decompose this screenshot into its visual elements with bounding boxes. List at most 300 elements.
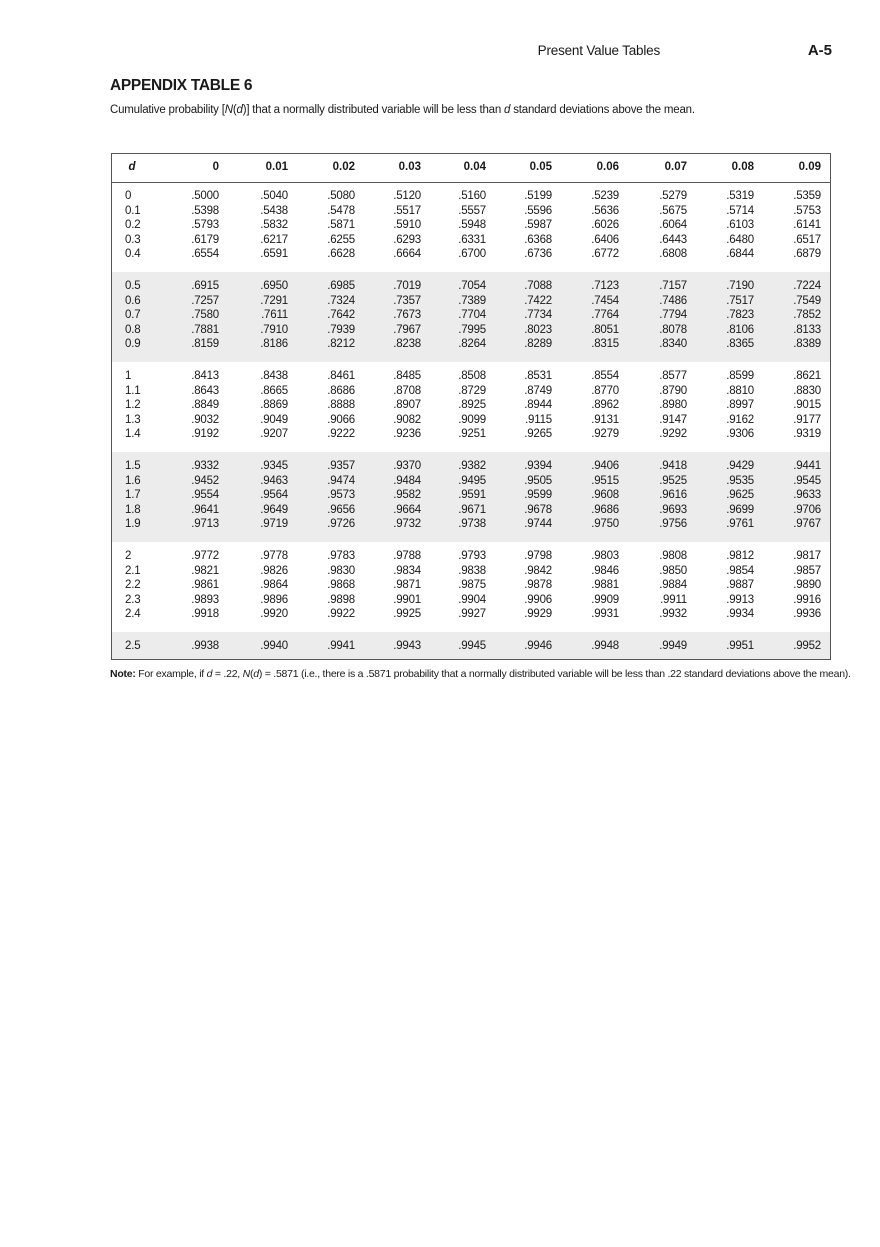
probability-cell: .9767: [793, 518, 821, 531]
probability-cell: .6103: [726, 219, 754, 232]
probability-cell: .8621: [793, 370, 821, 382]
probability-cell: .8810: [726, 384, 754, 397]
probability-cell: .9934: [726, 608, 754, 621]
probability-cell: .6255: [327, 233, 355, 246]
probability-cell: .8599: [726, 370, 754, 382]
page-title: APPENDIX TABLE 6: [110, 77, 253, 94]
probability-cell: .9898: [327, 593, 355, 606]
table-row: [112, 413, 830, 428]
note-d-symbol: d: [206, 668, 213, 680]
probability-cell: .5040: [260, 190, 288, 202]
probability-cell: .8830: [793, 384, 821, 397]
probability-cell: .7157: [659, 280, 687, 292]
table-row: [112, 218, 830, 233]
probability-cell: .9788: [393, 550, 421, 562]
row-d-value: 0.1: [125, 204, 141, 217]
note-text: (: [249, 668, 254, 680]
probability-cell: .7910: [260, 323, 288, 336]
probability-cell: .9582: [393, 489, 421, 502]
probability-cell: .9861: [191, 579, 219, 592]
probability-cell: .7764: [591, 309, 619, 322]
row-d-value: 2.3: [125, 593, 141, 606]
probability-cell: .9452: [191, 474, 219, 487]
table-row: [112, 427, 830, 442]
probability-cell: .9484: [393, 474, 421, 487]
probability-cell: .8159: [191, 338, 219, 351]
probability-cell: .9808: [659, 550, 687, 562]
probability-cell: .9949: [659, 640, 687, 652]
table-row: [112, 369, 830, 384]
row-d-value: 1.1: [125, 384, 141, 397]
probability-cell: .6368: [524, 233, 552, 246]
probability-cell: .9418: [659, 460, 687, 472]
probability-cell: .6772: [591, 248, 619, 261]
table-row-group: [112, 182, 830, 272]
probability-cell: .9686: [591, 503, 619, 516]
probability-cell: .7611: [261, 309, 288, 322]
probability-cell: .7054: [458, 280, 486, 292]
probability-cell: .9871: [393, 579, 421, 592]
probability-cell: .5832: [260, 219, 288, 232]
probability-cell: .9927: [458, 608, 486, 621]
probability-cell: .9719: [260, 518, 288, 531]
probability-cell: .9265: [524, 428, 552, 441]
note-label: Note:: [110, 668, 136, 680]
probability-cell: .9932: [659, 608, 687, 621]
table-row: [112, 398, 830, 413]
probability-cell: .6628: [327, 248, 355, 261]
table-row: [112, 459, 830, 474]
table-row-group: [112, 272, 830, 362]
probability-cell: .8133: [793, 323, 821, 336]
probability-cell: .9236: [393, 428, 421, 441]
probability-cell: .8997: [726, 399, 754, 412]
probability-cell: .8531: [524, 370, 552, 382]
probability-cell: .9940: [260, 640, 288, 652]
probability-cell: .9664: [393, 503, 421, 516]
row-d-value: 2: [125, 550, 132, 562]
header-col-5: 0.04: [463, 161, 486, 173]
probability-cell: .8212: [327, 338, 355, 351]
probability-cell: .9192: [191, 428, 219, 441]
table-row: [112, 384, 830, 399]
probability-cell: .5714: [726, 204, 754, 217]
table-row: [112, 607, 830, 622]
header-col-6: 0.05: [529, 161, 552, 173]
probability-cell: .9922: [327, 608, 355, 621]
probability-cell: .9357: [327, 460, 355, 472]
probability-cell: .7422: [524, 294, 552, 307]
probability-cell: .6879: [793, 248, 821, 261]
probability-cell: .6179: [191, 233, 219, 246]
probability-cell: .6844: [726, 248, 754, 261]
probability-cell: .8389: [793, 338, 821, 351]
row-d-value: 0.5: [125, 280, 141, 292]
probability-cell: .7190: [726, 280, 754, 292]
row-d-value: 2.1: [125, 564, 141, 577]
probability-cell: .5319: [726, 190, 754, 202]
probability-cell: .9656: [327, 503, 355, 516]
probability-cell: .9826: [260, 564, 288, 577]
probability-cell: .6480: [726, 233, 754, 246]
probability-cell: .7357: [393, 294, 421, 307]
probability-cell: .9015: [793, 399, 821, 412]
probability-cell: .9515: [591, 474, 619, 487]
row-d-value: 2.5: [125, 640, 141, 652]
probability-cell: .9162: [726, 413, 754, 426]
probability-cell: .9881: [591, 579, 619, 592]
probability-cell: .8888: [327, 399, 355, 412]
probability-cell: .7823: [726, 309, 754, 322]
probability-cell: .9793: [458, 550, 486, 562]
probability-cell: .9916: [793, 593, 821, 606]
probability-cell: .5987: [524, 219, 552, 232]
probability-cell: .8413: [191, 370, 219, 382]
probability-cell: .9884: [659, 579, 687, 592]
probability-cell: .6808: [659, 248, 687, 261]
probability-cell: .9941: [327, 640, 355, 652]
probability-cell: .5438: [260, 204, 288, 217]
probability-cell: .8023: [524, 323, 552, 336]
probability-cell: .9948: [591, 640, 619, 652]
table-row: [112, 564, 830, 579]
probability-cell: .9463: [260, 474, 288, 487]
probability-cell: .9783: [327, 550, 355, 562]
row-d-value: 0.6: [125, 294, 141, 307]
probability-cell: .9931: [591, 608, 619, 621]
probability-cell: .9616: [659, 489, 687, 502]
probability-cell: .9750: [591, 518, 619, 531]
caption-text: (: [232, 104, 237, 116]
probability-cell: .7549: [793, 294, 821, 307]
probability-cell: .9868: [327, 579, 355, 592]
probability-cell: .8554: [591, 370, 619, 382]
table-row: [112, 639, 830, 654]
probability-cell: .9495: [458, 474, 486, 487]
header-col-10: 0.09: [798, 161, 821, 173]
probability-cell: .7257: [191, 294, 219, 307]
probability-cell: .9554: [191, 489, 219, 502]
row-d-value: 1.2: [125, 399, 141, 412]
probability-cell: .8186: [260, 338, 288, 351]
probability-cell: .7389: [458, 294, 486, 307]
probability-cell: .9306: [726, 428, 754, 441]
table-row: [112, 517, 830, 532]
probability-cell: .8749: [524, 384, 552, 397]
header-col-9: 0.08: [731, 161, 754, 173]
header-col-8: 0.07: [664, 161, 687, 173]
probability-cell: .7517: [726, 294, 754, 307]
probability-cell: .9505: [524, 474, 552, 487]
probability-cell: .9732: [393, 518, 421, 531]
probability-cell: .9911: [660, 593, 687, 606]
table-header-row: [112, 154, 830, 183]
probability-cell: .5279: [659, 190, 687, 202]
probability-cell: .9857: [793, 564, 821, 577]
probability-cell: .9904: [458, 593, 486, 606]
probability-cell: .9545: [793, 474, 821, 487]
probability-cell: .9890: [793, 579, 821, 592]
probability-cell: .7704: [458, 309, 486, 322]
table-row-group: [112, 542, 830, 632]
probability-cell: .5359: [793, 190, 821, 202]
probability-cell: .7019: [393, 280, 421, 292]
table-row: [112, 578, 830, 593]
probability-cell: .8729: [458, 384, 486, 397]
probability-cell: .9778: [260, 550, 288, 562]
probability-cell: .9726: [327, 518, 355, 531]
probability-cell: .7967: [393, 323, 421, 336]
probability-cell: .5793: [191, 219, 219, 232]
table-note: [110, 668, 851, 680]
probability-cell: .7939: [327, 323, 355, 336]
probability-cell: .9599: [524, 489, 552, 502]
caption-d-symbol: d: [504, 104, 511, 116]
probability-cell: .9945: [458, 640, 486, 652]
probability-cell: .6915: [191, 280, 219, 292]
row-d-value: 2.2: [125, 579, 141, 592]
probability-cell: .9292: [659, 428, 687, 441]
row-d-value: 0.9: [125, 338, 141, 351]
probability-cell: .9608: [591, 489, 619, 502]
probability-cell: .5478: [327, 204, 355, 217]
probability-cell: .8438: [260, 370, 288, 382]
probability-cell: .8078: [659, 323, 687, 336]
probability-cell: .9370: [393, 460, 421, 472]
probability-cell: .9838: [458, 564, 486, 577]
probability-cell: .6406: [591, 233, 619, 246]
row-d-value: 1.8: [125, 503, 141, 516]
table-row: [112, 204, 830, 219]
probability-cell: .7580: [191, 309, 219, 322]
probability-cell: .9564: [260, 489, 288, 502]
probability-cell: .9625: [726, 489, 754, 502]
probability-cell: .9772: [191, 550, 219, 562]
table-row: [112, 593, 830, 608]
probability-cell: .9474: [327, 474, 355, 487]
probability-cell: .5557: [458, 204, 486, 217]
header-col-2: 0.01: [265, 161, 288, 173]
probability-cell: .6064: [659, 219, 687, 232]
probability-cell: .9901: [393, 593, 421, 606]
probability-cell: .6700: [458, 248, 486, 261]
probability-cell: .9441: [793, 460, 821, 472]
probability-cell: .5871: [327, 219, 355, 232]
probability-cell: .9382: [458, 460, 486, 472]
row-d-value: 2.4: [125, 608, 141, 621]
probability-cell: .8485: [393, 370, 421, 382]
probability-cell: .9756: [659, 518, 687, 531]
probability-cell: .7734: [524, 309, 552, 322]
probability-cell: .9929: [524, 608, 552, 621]
probability-cell: .9693: [659, 503, 687, 516]
note-text: = .22,: [212, 668, 243, 680]
table-caption: [110, 104, 695, 116]
row-d-value: 1.7: [125, 489, 141, 502]
table-row: [112, 323, 830, 338]
probability-cell: .8907: [393, 399, 421, 412]
probability-cell: .9925: [393, 608, 421, 621]
table-row: [112, 189, 830, 204]
row-d-value: 1.6: [125, 474, 141, 487]
probability-cell: .7324: [327, 294, 355, 307]
probability-cell: .9082: [393, 413, 421, 426]
probability-cell: .9854: [726, 564, 754, 577]
probability-cell: .9906: [524, 593, 552, 606]
probability-cell: .9115: [525, 413, 552, 426]
normal-distribution-table: [111, 153, 831, 660]
row-d-value: 1.3: [125, 413, 141, 426]
caption-text: Cumulative probability [: [110, 104, 225, 116]
table-row: [112, 247, 830, 262]
probability-cell: .9279: [591, 428, 619, 441]
probability-cell: .9049: [260, 413, 288, 426]
probability-cell: .6293: [393, 233, 421, 246]
probability-cell: .9699: [726, 503, 754, 516]
page-number: A-5: [807, 42, 832, 59]
probability-cell: .7642: [327, 309, 355, 322]
probability-cell: .9032: [191, 413, 219, 426]
probability-cell: .9641: [191, 503, 219, 516]
table-row: [112, 294, 830, 309]
probability-cell: .7454: [591, 294, 619, 307]
caption-text: )] that a normally distributed variable will be less than: [242, 104, 505, 116]
probability-cell: .7486: [659, 294, 687, 307]
probability-cell: .6443: [659, 233, 687, 246]
probability-cell: .8340: [659, 338, 687, 351]
probability-cell: .6950: [260, 280, 288, 292]
probability-cell: .9875: [458, 579, 486, 592]
probability-cell: .8264: [458, 338, 486, 351]
probability-cell: .8643: [191, 384, 219, 397]
probability-cell: .9761: [726, 518, 754, 531]
probability-cell: .8708: [393, 384, 421, 397]
table-row: [112, 503, 830, 518]
probability-cell: .6026: [591, 219, 619, 232]
probability-cell: .9846: [591, 564, 619, 577]
probability-cell: .7881: [191, 323, 219, 336]
probability-cell: .9798: [524, 550, 552, 562]
probability-cell: .9706: [793, 503, 821, 516]
probability-cell: .9893: [191, 593, 219, 606]
note-text: For example, if: [135, 668, 207, 680]
probability-cell: .9952: [793, 640, 821, 652]
probability-cell: .8051: [591, 323, 619, 336]
table-row: [112, 488, 830, 503]
probability-cell: .8238: [393, 338, 421, 351]
probability-cell: .6517: [793, 233, 821, 246]
table-row: [112, 337, 830, 352]
table-row-group: [112, 452, 830, 542]
probability-cell: .8461: [327, 370, 355, 382]
table-row: [112, 279, 830, 294]
probability-cell: .8770: [591, 384, 619, 397]
probability-cell: .7291: [260, 294, 288, 307]
probability-cell: .5517: [393, 204, 421, 217]
header-col-7: 0.06: [596, 161, 619, 173]
probability-cell: .5910: [393, 219, 421, 232]
probability-cell: .7995: [458, 323, 486, 336]
probability-cell: .9821: [191, 564, 219, 577]
probability-cell: .6664: [393, 248, 421, 261]
probability-cell: .9251: [458, 428, 486, 441]
probability-cell: .9920: [260, 608, 288, 621]
probability-cell: .5199: [524, 190, 552, 202]
caption-text: standard deviations above the mean.: [510, 104, 695, 116]
probability-cell: .6141: [793, 219, 821, 232]
probability-cell: .9678: [524, 503, 552, 516]
table-row: [112, 233, 830, 248]
running-head-section: Present Value Tables: [537, 43, 660, 58]
header-col-1: 0: [212, 161, 219, 173]
probability-cell: .9649: [260, 503, 288, 516]
probability-cell: .9066: [327, 413, 355, 426]
probability-cell: .9406: [591, 460, 619, 472]
probability-cell: .9535: [726, 474, 754, 487]
probability-cell: .9946: [524, 640, 552, 652]
probability-cell: .8315: [591, 338, 619, 351]
probability-cell: .7088: [524, 280, 552, 292]
probability-cell: .9909: [591, 593, 619, 606]
probability-cell: .9591: [458, 489, 486, 502]
probability-cell: .6217: [260, 233, 288, 246]
probability-cell: .6331: [458, 233, 486, 246]
probability-cell: .9633: [793, 489, 821, 502]
row-d-value: 0.7: [125, 309, 141, 322]
probability-cell: .8962: [591, 399, 619, 412]
table-row: [112, 474, 830, 489]
row-d-value: 0: [125, 190, 132, 202]
probability-cell: .5239: [591, 190, 619, 202]
probability-cell: .9834: [393, 564, 421, 577]
probability-cell: .7673: [393, 309, 421, 322]
probability-cell: .9713: [191, 518, 219, 531]
probability-cell: .5080: [327, 190, 355, 202]
row-d-value: 1.5: [125, 460, 141, 472]
probability-cell: .8980: [659, 399, 687, 412]
probability-cell: .7123: [591, 280, 619, 292]
probability-cell: .9222: [327, 428, 355, 441]
probability-cell: .9878: [524, 579, 552, 592]
probability-cell: .9671: [458, 503, 486, 516]
probability-cell: .9573: [327, 489, 355, 502]
probability-cell: .5000: [191, 190, 219, 202]
header-d: d: [128, 161, 136, 173]
probability-cell: .9332: [191, 460, 219, 472]
probability-cell: .9099: [458, 413, 486, 426]
table-row: [112, 308, 830, 323]
probability-cell: .8925: [458, 399, 486, 412]
probability-cell: .9864: [260, 579, 288, 592]
probability-cell: .5596: [524, 204, 552, 217]
probability-cell: .9394: [524, 460, 552, 472]
probability-cell: .8869: [260, 399, 288, 412]
probability-cell: .9147: [659, 413, 687, 426]
probability-cell: .8849: [191, 399, 219, 412]
probability-cell: .8686: [327, 384, 355, 397]
probability-cell: .9131: [591, 413, 619, 426]
row-d-value: 1: [125, 370, 132, 382]
probability-cell: .8508: [458, 370, 486, 382]
probability-cell: .5120: [393, 190, 421, 202]
probability-cell: .8665: [260, 384, 288, 397]
probability-cell: .6591: [260, 248, 288, 261]
probability-cell: .8289: [524, 338, 552, 351]
probability-cell: .9319: [793, 428, 821, 441]
probability-cell: .8365: [726, 338, 754, 351]
row-d-value: 0.4: [125, 248, 141, 261]
probability-cell: .8106: [726, 323, 754, 336]
